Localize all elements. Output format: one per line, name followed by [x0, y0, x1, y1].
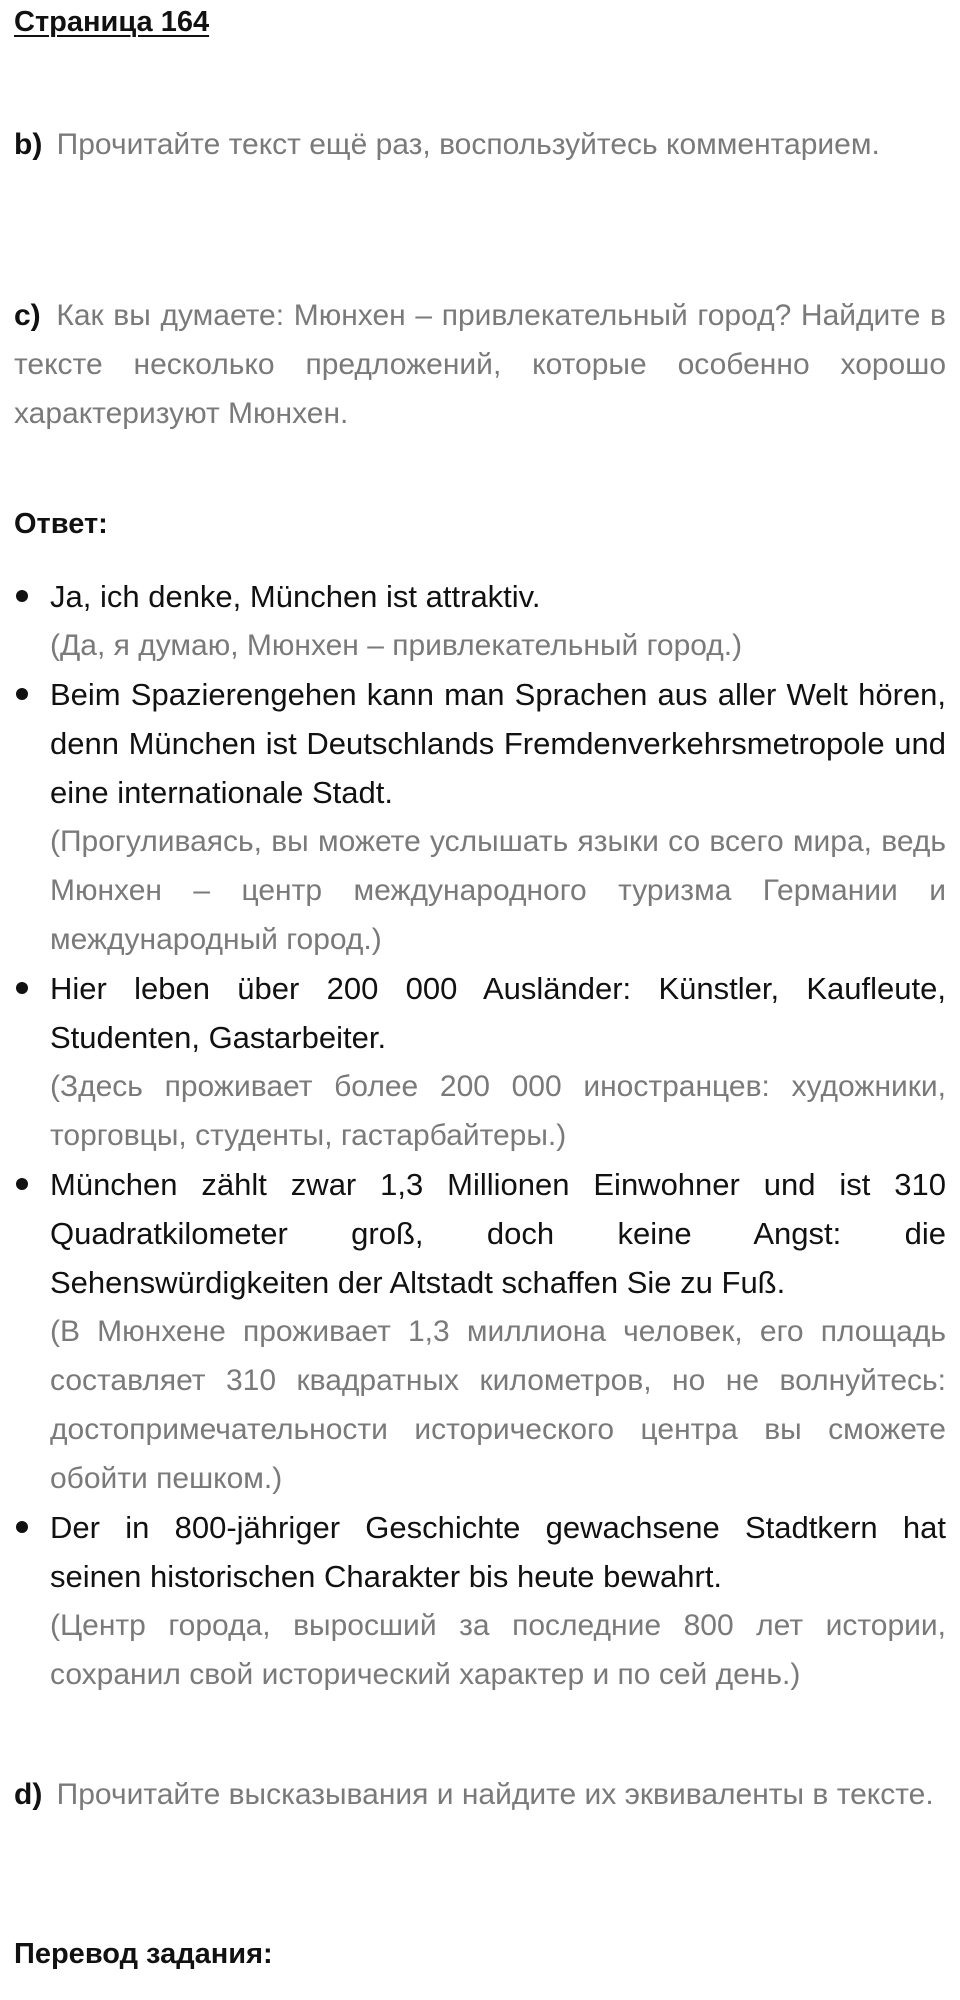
task-c-text: Как вы думаете: Мюнхен – привлекательный город? Найдите в тексте несколько предложений, которые особенно хорошо характеризуют Мюнхен. [14, 299, 946, 430]
answer-russian-translation: (Здесь проживает более 200 000 иностранцев: художники, торговцы, студенты, гастарбайтеры.) [50, 1070, 946, 1152]
task-d-text: Прочитайте высказывания и найдите их эквиваленты в тексте. [56, 1778, 934, 1811]
answer-item-5 [14, 1503, 946, 1699]
task-d [14, 1770, 946, 1819]
answer-german-text: Ja, ich denke, München ist attraktiv. [50, 579, 541, 614]
answer-item-1 [14, 572, 946, 670]
answer-german-text: Der in 800-jähriger Geschichte gewachsene Stadtkern hat seinen historischen Charakter bis heute bewahrt. [50, 1510, 946, 1594]
answer-list [14, 572, 946, 1699]
answer-russian-translation: (В Мюнхене проживает 1,3 миллиона человек, его площадь составляет 310 квадратных километров, но не волнуйтесь: достопримечательности исторического центра вы сможете обойти пешком.) [50, 1315, 946, 1495]
answer-item-4 [14, 1160, 946, 1503]
page-title: Страница 164 [14, 6, 210, 38]
task-b-letter: b) [14, 128, 43, 161]
answer-item-3 [14, 964, 946, 1160]
answer-german-text: Beim Spazierengehen kann man Sprachen aus aller Welt hören, denn München ist Deutschlands Fremdenverkehrsmetropole und eine internationale Stadt. [50, 677, 946, 810]
answer-russian-translation: (Прогуливаясь, вы можете услышать языки со всего мира, ведь Мюнхен – центр международного туризма Германии и международный город.) [50, 825, 946, 956]
task-c [14, 291, 946, 438]
answer-russian-translation: (Центр города, выросший за последние 800 лет истории, сохранил свой исторический характер и по сей день.) [50, 1609, 946, 1691]
bullet-icon [16, 1178, 28, 1190]
bullet-icon [16, 688, 28, 700]
task-b-text: Прочитайте текст ещё раз, воспользуйтесь комментарием. [56, 128, 880, 161]
answer-german-text: München zählt zwar 1,3 Millionen Einwohner und ist 310 Quadratkilometer groß, doch keine Angst: die Sehenswürdigkeiten der Altstadt schaffen Sie zu Fuß. [50, 1167, 946, 1300]
answer-russian-translation: (Да, я думаю, Мюнхен – привлекательный город.) [50, 629, 743, 662]
task-b [14, 120, 946, 169]
bullet-icon [16, 590, 28, 602]
bullet-icon [16, 982, 28, 994]
answer-item-2 [14, 670, 946, 964]
task-d-letter: d) [14, 1778, 43, 1811]
task-c-letter: c) [14, 299, 41, 332]
bullet-icon [16, 1521, 28, 1533]
answer-german-text: Hier leben über 200 000 Ausländer: Künstler, Kaufleute, Studenten, Gastarbeiter. [50, 971, 946, 1055]
translation-heading: Перевод задания: [14, 1938, 273, 1970]
answer-heading: Ответ: [14, 508, 108, 540]
